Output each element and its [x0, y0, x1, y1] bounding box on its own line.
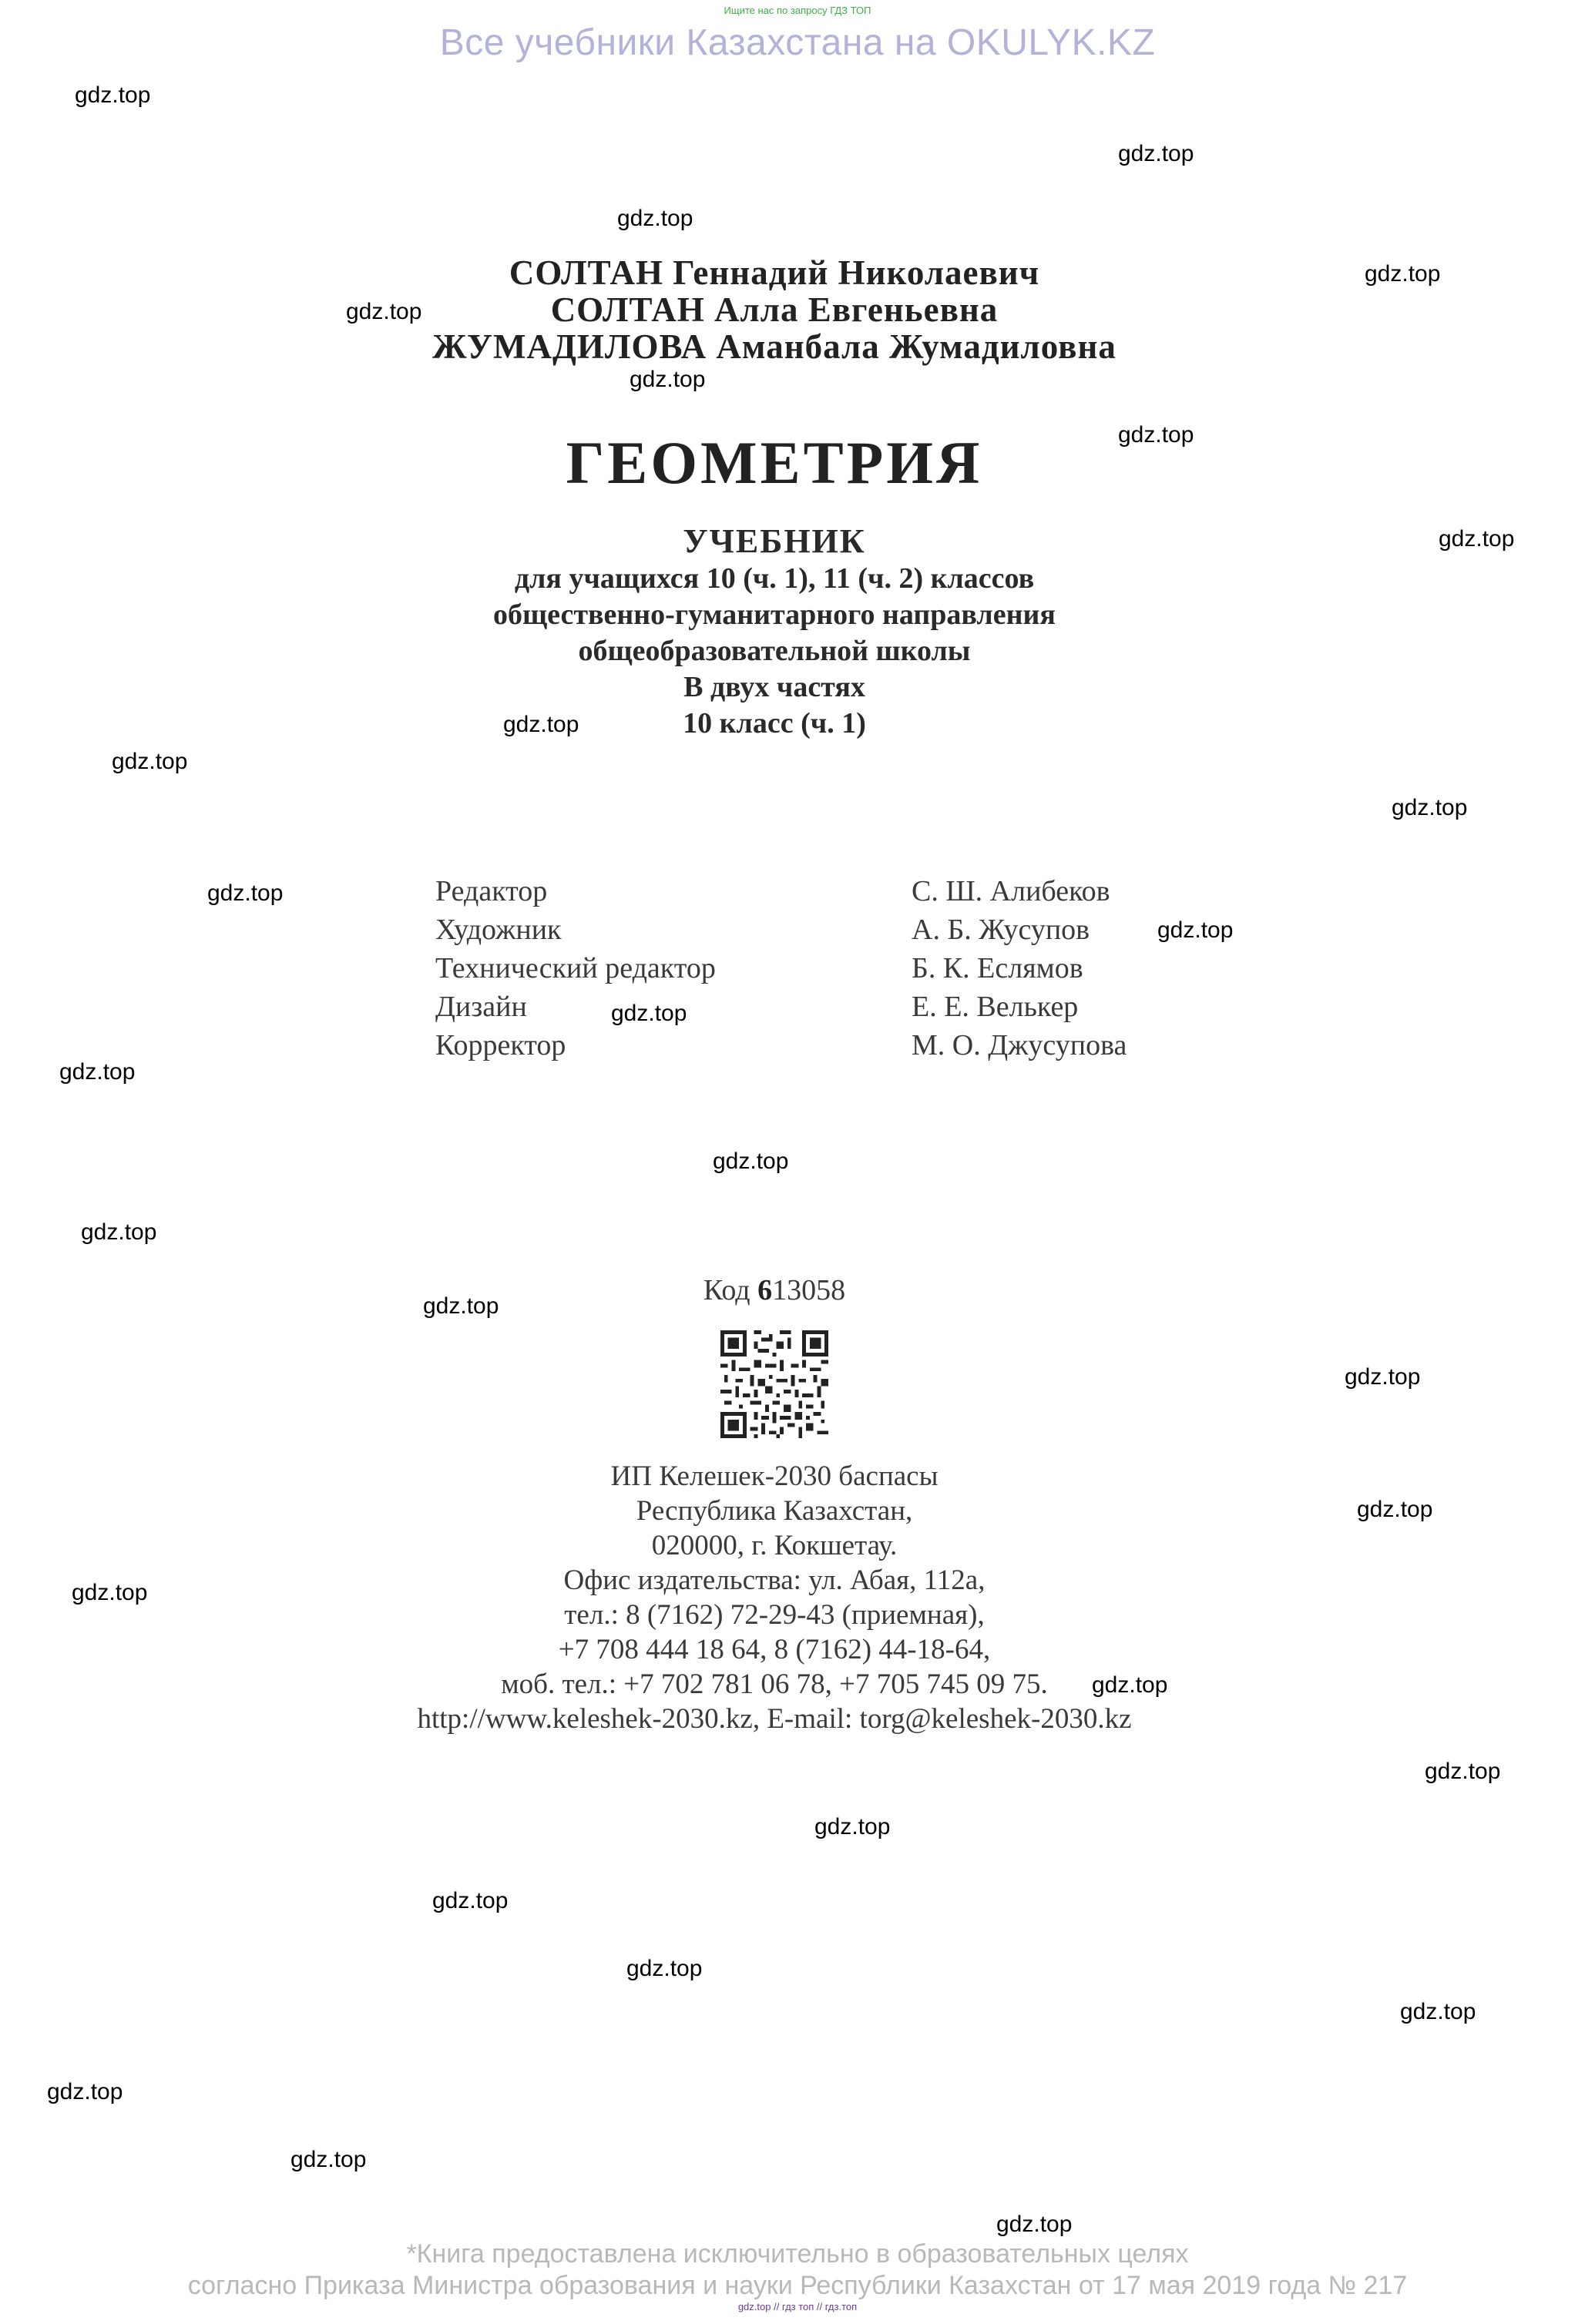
subtitle-line: для учащихся 10 (ч. 1), 11 (ч. 2) классов	[514, 562, 1035, 595]
publisher-line: Офис издательства: ул. Абая, 112а,	[563, 1564, 986, 1596]
book-kind: УЧЕБНИК	[683, 522, 866, 560]
publisher-url-line[interactable]: http://www.keleshek-2030.kz, E-mail: torg@keleshek-2030.kz	[417, 1703, 1132, 1735]
watermark-text: gdz.top	[1357, 1497, 1433, 1522]
publisher-line: 020000, г. Кокшетау.	[651, 1530, 898, 1561]
watermark-text: gdz.top	[626, 1956, 703, 1981]
watermark-text: gdz.top	[1392, 795, 1468, 820]
watermark-text: gdz.top	[1439, 526, 1515, 552]
credit-name: Б. К. Еслямов	[912, 952, 1083, 984]
watermark-text: gdz.top	[59, 1059, 136, 1085]
watermark-text: gdz.top	[1118, 141, 1194, 166]
subtitle-line: В двух частях	[683, 671, 865, 703]
code-bold-digit: 6	[757, 1274, 773, 1306]
credit-role: Художник	[435, 914, 562, 946]
book-title: ГЕОМЕТРИЯ	[566, 429, 983, 496]
publisher-line: моб. тел.: +7 702 781 06 78, +7 705 745 09 75.	[501, 1668, 1048, 1700]
disclaimer-line-1: *Книга предоставлена исключительно в образовательных целях	[406, 2239, 1189, 2269]
credit-name: С. Ш. Алибеков	[912, 875, 1110, 907]
credit-name: А. Б. Жусупов	[912, 914, 1090, 946]
watermark-text: gdz.top	[1425, 1759, 1501, 1784]
subtitle-line: общеобразовательной школы	[578, 635, 971, 667]
subtitle-line: общественно-гуманитарного направления	[493, 599, 1056, 631]
author-1: СОЛТАН Геннадий Николаевич	[509, 253, 1040, 292]
publisher-info	[0, 1459, 1549, 1736]
watermark-text: gdz.top	[1345, 1364, 1421, 1390]
okulyk-banner[interactable]: Все учебники Казахстана на OKULYK.KZ	[439, 22, 1156, 63]
author-2: СОЛТАН Алла Евгеньевна	[550, 290, 999, 329]
watermark-text: gdz.top	[713, 1149, 789, 1174]
authors-block	[0, 254, 1549, 365]
code-rest: 13058	[772, 1274, 846, 1306]
qr-code-icon	[720, 1330, 828, 1438]
publisher-line: ИП Келешек-2030 баспасы	[610, 1460, 939, 1492]
publisher-line: тел.: 8 (7162) 72-29-43 (приемная),	[564, 1599, 985, 1631]
watermark-text: gdz.top	[630, 367, 706, 392]
watermark-text: gdz.top	[611, 1001, 687, 1026]
watermark-text: gdz.top	[346, 299, 422, 324]
credit-name: Е. Е. Велькер	[912, 991, 1079, 1023]
credit-role: Технический редактор	[435, 952, 716, 984]
credits-roles	[435, 872, 716, 1065]
watermark-text: gdz.top	[81, 1219, 157, 1245]
credit-role: Редактор	[435, 875, 548, 907]
publisher-line: Республика Казахстан,	[636, 1495, 913, 1527]
watermark-text: gdz.top	[423, 1293, 499, 1319]
subtitle-line: 10 класс (ч. 1)	[683, 707, 866, 739]
top-search-note: Ищите нас по запросу ГДЗ ТОП	[724, 5, 871, 16]
watermark-text: gdz.top	[503, 712, 579, 737]
credit-role: Корректор	[435, 1029, 566, 1061]
watermark-text: gdz.top	[1118, 422, 1194, 448]
watermark-text: gdz.top	[996, 2212, 1073, 2237]
watermark-text: gdz.top	[47, 2079, 123, 2104]
credit-role: Дизайн	[435, 991, 527, 1023]
watermark-text: gdz.top	[432, 1888, 509, 1913]
bottom-links[interactable]: gdz.top // гдз топ // гдз.топ	[737, 2301, 858, 2312]
disclaimer-line-2: согласно Приказа Министра образования и науки Республики Казахстан от 17 мая 2019 года № 217	[187, 2271, 1408, 2300]
watermark-text: gdz.top	[290, 2147, 367, 2172]
watermark-text: gdz.top	[1157, 917, 1234, 943]
watermark-text: gdz.top	[72, 1580, 148, 1605]
book-subtitle	[0, 522, 1549, 742]
watermark-text: gdz.top	[1400, 1999, 1476, 2024]
watermark-text: gdz.top	[617, 206, 693, 231]
book-code	[0, 1273, 1549, 1307]
watermark-text: gdz.top	[1092, 1672, 1168, 1698]
watermark-text: gdz.top	[112, 749, 188, 774]
publisher-line: +7 708 444 18 64, 8 (7162) 44-18-64,	[558, 1634, 991, 1665]
author-3: ЖУМАДИЛОВА Аманбала Жумадиловна	[432, 327, 1116, 366]
watermark-text: gdz.top	[207, 880, 284, 906]
code-label: Код	[703, 1274, 750, 1306]
credits-names	[912, 872, 1127, 1065]
watermark-text: gdz.top	[75, 82, 151, 108]
watermark-text: gdz.top	[1365, 261, 1441, 287]
watermark-text: gdz.top	[814, 1814, 891, 1839]
credit-name: М. О. Джусупова	[912, 1029, 1127, 1061]
